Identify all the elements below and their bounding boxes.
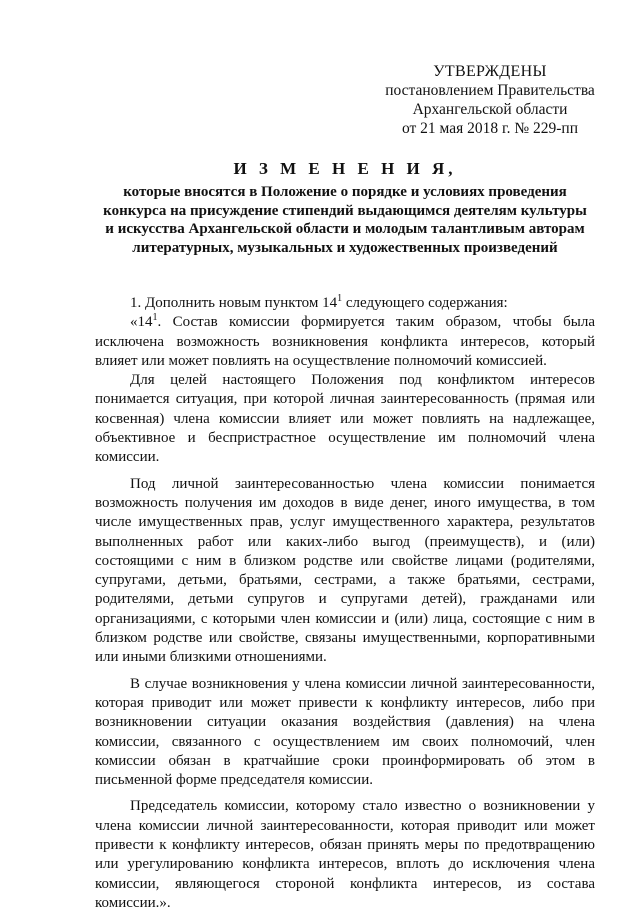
title-line-1: которые вносятся в Положение о порядке и условиях проведения <box>123 184 567 200</box>
document-title <box>95 158 595 257</box>
item-1-text: 1. Дополнить новым пунктом 14 <box>130 295 338 311</box>
title-line-3: и искусства Архангельской области и молодым талантливым авторам <box>105 221 585 237</box>
item-1-heading <box>95 294 595 313</box>
paragraph-1-lead: «14 <box>130 314 153 331</box>
title-main: И З М Е Н Е Н И Я, <box>233 159 457 178</box>
title-line-2: конкурса на присуждение стипендий выдающимся деятелям культуры <box>103 202 587 219</box>
paragraph-2: Для целей настоящего Положения под конфликтом интересов понимается ситуация, при которой личная заинтересованность (прямая или косвенная) члена комиссии влияет или может повлиять на надлежащее, объективное и беспристрастное осуществление им полномочий члена комиссии. <box>95 372 595 466</box>
title-subtitle <box>95 183 595 257</box>
approval-word: УТВЕРЖДЕНЫ <box>433 63 547 80</box>
approval-line-1: постановлением Правительства <box>385 82 595 99</box>
item-1-text-end: следующего содержания: <box>342 295 508 311</box>
approval-stamp <box>385 62 595 138</box>
paragraph-1-superscript: 1 <box>152 312 158 324</box>
document-body <box>95 294 595 913</box>
item-1-superscript: 1 <box>337 293 343 304</box>
paragraph-1-text: . Состав комиссии формируется таким образом, чтобы была исключена возможность возникновения конфликта интересов, который влияет или может повлиять на осуществление полномочий комиссией. <box>95 314 595 369</box>
paragraph-4: В случае возникновения у члена комиссии личной заинтересованности, которая приводит или может привести к конфликту интересов, либо при возникновении ситуации оказания воздействия (давления) на члена комиссии, связанного с осуществлением им своих полномочий, член комиссии обязан в кратчайшие сроки проинформировать об этом в письменной форме председателя комиссии. <box>95 675 595 789</box>
approval-line-3: от 21 мая 2018 г. № 229-пп <box>401 120 579 137</box>
title-line-4: литературных, музыкальных и художественных произведений <box>132 239 558 256</box>
paragraph-5: Председатель комиссии, которому стало известно о возникновении у члена комиссии личной заинтересованности, которая приводит или может привести к конфликту интересов, обязан принять меры по предотвращению или урегулированию конфликта интересов, вплоть до исключения члена комиссии, являющегося стороной конфликта интересов, из состава комиссии.». <box>95 798 595 911</box>
paragraph-1 <box>95 313 595 371</box>
paragraph-3: Под личной заинтересованностью члена комиссии понимается возможность получения им доходов в виде денег, иного имущества, в том числе имущественных прав, услуг имущественного характера, результатов выполненных работ или каких-либо выгод (преимуществ), и (или) состоящими с ним в близком родстве или свойстве лицами (родителями, супругами, детьми, братьями, сестрами, а также братьями, сестрами, родителями, детьми супругов и супругами детей), гражданами или организациями, с которыми член комиссии и (или) лица, состоящие с ним в близком родстве или свойстве, связаны имущественными, корпоративными или иными близкими отношениями. <box>95 475 595 666</box>
approval-line-2: Архангельской области <box>412 101 568 118</box>
